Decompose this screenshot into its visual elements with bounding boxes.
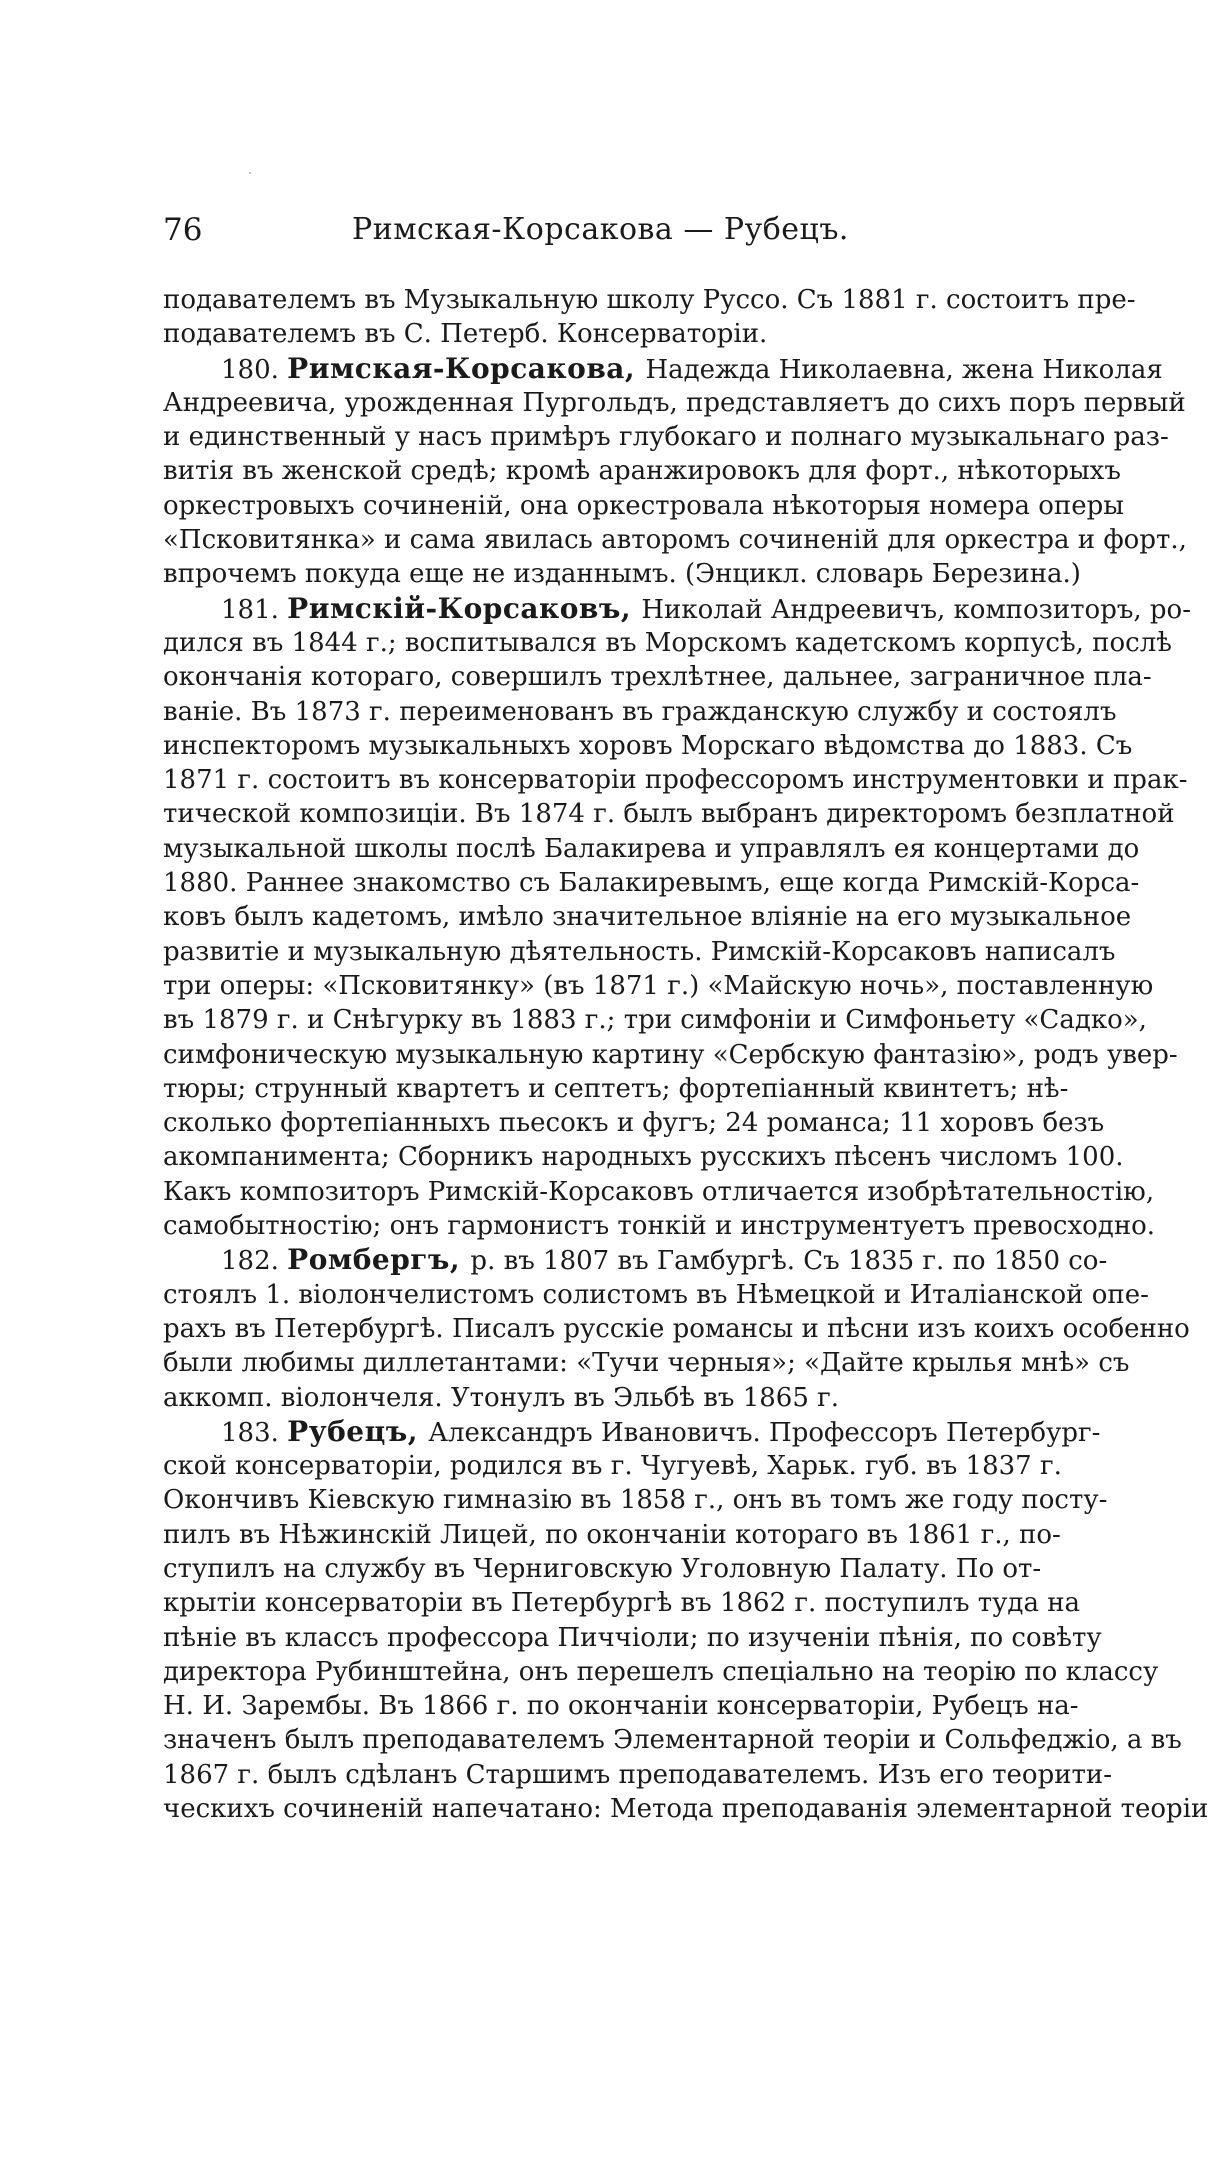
- text-line: [163, 1449, 1062, 1483]
- text-line: [163, 729, 1133, 763]
- text-line: [163, 1381, 1038, 1415]
- text-line: [163, 489, 1124, 523]
- entry-name: Ромбергъ,: [287, 1243, 471, 1277]
- page-number: 76: [163, 212, 203, 248]
- entry-heading-line: [163, 1414, 1101, 1449]
- line-text: ческихъ сочиненій напечатано: Метода преподаванія элементарной теоріи: [163, 1794, 1208, 1825]
- line-text: впрочемъ покуда еще не изданнымъ. (Энцикл. словарь Березина.): [163, 559, 1081, 590]
- entry-name: Римская-Корсакова,: [287, 351, 646, 385]
- page-header: [163, 212, 1038, 252]
- line-text: Н. И. Зарембы. Въ 1866 г. по окончаніи консерваторіи, Рубецъ на-: [163, 1691, 1079, 1722]
- line-text: пилъ въ Нѣжинскій Лицей, по окончаніи котораго въ 1861 г., по-: [163, 1519, 1061, 1550]
- entry-number: 181.: [221, 594, 288, 625]
- running-title: Римская-Корсакова — Рубецъ.: [352, 212, 849, 247]
- line-text: Окончивъ Кіевскую гимназію въ 1858 г., онъ въ томъ же году посту-: [163, 1485, 1108, 1516]
- line-text: самобытностію; онъ гармонистъ тонкій и инструментуетъ превосходно.: [163, 1211, 1156, 1242]
- line-text: подавателемъ въ Музыкальную школу Руссо. Съ 1881 г. состоитъ пре-: [163, 285, 1136, 315]
- text-line: [163, 832, 1140, 866]
- text-line: [163, 1038, 1178, 1072]
- line-text: ваніе. Въ 1873 г. переименованъ въ гражданскую службу и состоялъ: [163, 696, 1117, 727]
- text-line: [163, 420, 1169, 454]
- text-line: [163, 1278, 1149, 1312]
- text-line: [163, 1586, 1081, 1620]
- line-text: ковъ былъ кадетомъ, имѣло значительное вліяніе на его музыкальное: [163, 902, 1132, 933]
- text-line: [163, 900, 1132, 934]
- line-text: ской консерваторіи, родился въ г. Чугуевѣ, Харьк. губ. въ 1837 г.: [163, 1451, 1062, 1482]
- text-line: [163, 1346, 1130, 1380]
- text-line: [163, 626, 1172, 660]
- entry-name: Рубецъ,: [287, 1414, 429, 1448]
- text-line: [163, 1552, 1042, 1586]
- entry-heading-line: [163, 591, 1191, 626]
- line-text: оркестровыхъ сочиненій, она оркестровала нѣкоторыя номера оперы: [163, 490, 1124, 521]
- line-text: инспекторомъ музыкальныхъ хоровъ Морскаго вѣдомства до 1883. Съ: [163, 730, 1133, 761]
- text-line: [163, 1621, 1102, 1655]
- line-text: рахъ въ Петербургѣ. Писалъ русскіе романсы и пѣсни изъ коихъ особенно: [163, 1313, 1190, 1344]
- entry-heading-line: [163, 351, 1163, 386]
- text-line: [163, 1518, 1061, 1552]
- text-line: [163, 935, 1116, 969]
- line-text: и единственный у насъ примѣръ глубокаго и полнаго музыкальнаго раз-: [163, 422, 1169, 453]
- line-text: подавателемъ въ С. Петерб. Консерваторіи.: [163, 319, 768, 350]
- line-text: окончанія котораго, совершилъ трехлѣтнее, дальнее, заграничное пла-: [163, 662, 1152, 693]
- text-line: [163, 1689, 1079, 1723]
- line-text: крытіи консерваторіи въ Петербургѣ въ 1862 г. поступилъ туда на: [163, 1588, 1081, 1619]
- text-line: [163, 660, 1152, 694]
- line-text: въ 1879 г. и Снѣгурку въ 1883 г.; три симфоніи и Симфоньету «Садко»,: [163, 1005, 1147, 1036]
- text-line: [163, 1209, 1156, 1243]
- line-text: 1880. Раннее знакомство съ Балакиревымъ, еще когда Римскій-Корса-: [163, 868, 1140, 899]
- line-text: директора Рубинштейна, онъ перешелъ спеціально на теорію по классу: [163, 1656, 1159, 1687]
- line-text: Николай Андреевичъ, композиторъ, ро-: [641, 594, 1191, 625]
- text-line: [163, 317, 1038, 351]
- line-text: стоялъ 1. віолончелистомъ солистомъ въ Нѣмецкой и Италіанской опе-: [163, 1279, 1149, 1310]
- line-text: 1871 г. состоитъ въ консерваторіи профессоромъ инструментовки и прак-: [163, 765, 1188, 796]
- entry-heading-line: [163, 1243, 1108, 1277]
- text-line: [163, 1106, 1105, 1140]
- text-line: [163, 1758, 1113, 1792]
- line-text: развитіе и музыкальную дѣятельность. Римскій-Корсаковъ написалъ: [163, 936, 1116, 967]
- line-text: 1867 г. былъ сдѣланъ Старшимъ преподавателемъ. Изъ его теорити-: [163, 1759, 1113, 1790]
- line-text: Какъ композиторъ Римскій-Корсаковъ отличается изобрѣтательностію,: [163, 1176, 1155, 1207]
- line-text: р. въ 1807 въ Гамбургѣ. Съ 1835 г. по 1850 со-: [470, 1246, 1108, 1277]
- scan-speck: [249, 172, 251, 174]
- text-line: [163, 969, 1154, 1003]
- line-text: Надежда Николаевна, жена Николая: [645, 354, 1163, 385]
- text-line: [163, 454, 1121, 488]
- text-line: [163, 1723, 1182, 1757]
- line-text: акомпанимента; Сборникъ народныхъ русскихъ пѣсенъ числомъ 100.: [163, 1142, 1124, 1173]
- text-line: [163, 1140, 1124, 1174]
- body-text: [163, 283, 1208, 1826]
- line-text: три оперы: «Псковитянку» (въ 1871 г.) «Майскую ночь», поставленную: [163, 970, 1154, 1001]
- line-text: сколько фортепіанныхъ пьесокъ и фугъ; 24 романса; 11 хоровъ безъ: [163, 1108, 1105, 1139]
- line-text: витія въ женской средѣ; кромѣ аранжировокъ для форт., нѣкоторыхъ: [163, 456, 1121, 487]
- text-line: [163, 1792, 1208, 1826]
- line-text: Андреевича, урожденная Пургольдъ, представляетъ до сихъ поръ первый: [163, 387, 1186, 418]
- line-text: симфоническую музыкальную картину «Сербскую фантазію», родъ увер-: [163, 1039, 1178, 1070]
- line-text: дился въ 1844 г.; воспитывался въ Морскомъ кадетскомъ корпусѣ, послѣ: [163, 627, 1172, 658]
- text-line: [163, 386, 1186, 420]
- line-text: музыкальной школы послѣ Балакирева и управлялъ ея концертами до: [163, 833, 1140, 864]
- text-line: [163, 866, 1140, 900]
- entry-name: Римскій-Корсаковъ,: [287, 591, 642, 625]
- text-line: [163, 1312, 1190, 1346]
- line-text: значенъ былъ преподавателемъ Элементарной теоріи и Сольфеджіо, а въ: [163, 1725, 1182, 1756]
- text-line: [163, 1003, 1147, 1037]
- text-line: [163, 695, 1117, 729]
- line-text: тической композиціи. Въ 1874 г. былъ выбранъ директоромъ безплатной: [163, 799, 1175, 830]
- text-line: [163, 763, 1188, 797]
- text-line: [163, 523, 1187, 557]
- line-text: аккомп. віолончеля. Утонулъ въ Эльбѣ въ 1865 г.: [163, 1382, 840, 1413]
- text-line: [163, 1175, 1155, 1209]
- line-text: тюры; струнный квартетъ и септетъ; фортепіанный квинтетъ; нѣ-: [163, 1073, 1069, 1104]
- text-line: [163, 1655, 1159, 1689]
- entry-number: 183.: [221, 1417, 288, 1448]
- line-text: Александръ Ивановичъ. Профессоръ Петербург-: [428, 1417, 1101, 1448]
- line-text: ступилъ на службу въ Черниговскую Уголовную Палату. По от-: [163, 1553, 1042, 1584]
- line-text: были любимы диллетантами: «Тучи черныя»; «Дайте крылья мнѣ» съ: [163, 1348, 1130, 1379]
- text-line: [163, 557, 1081, 591]
- text-line: [163, 1483, 1108, 1517]
- line-text: пѣніе въ классъ профессора Пиччіоли; по изученіи пѣнія, по совѣту: [163, 1622, 1102, 1653]
- entry-number: 182.: [221, 1246, 288, 1277]
- entry-number: 180.: [221, 354, 288, 385]
- text-line: [163, 1072, 1069, 1106]
- text-line: [163, 797, 1175, 831]
- text-line: [163, 283, 1136, 317]
- line-text: «Псковитянка» и сама явилась авторомъ сочиненій для оркестра и форт.,: [163, 525, 1187, 556]
